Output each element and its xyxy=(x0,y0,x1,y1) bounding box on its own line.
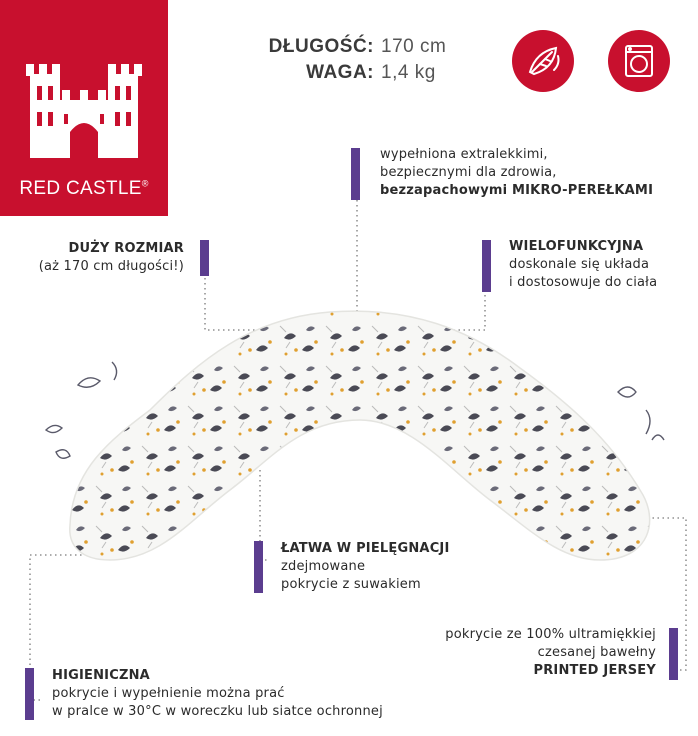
length-value: 170 cm xyxy=(381,36,447,57)
accent-bar xyxy=(254,541,263,593)
feature-multi: WIELOFUNKCYJNA doskonale się układa i dostosowuje do ciała xyxy=(509,239,658,290)
brand-name: RED CASTLE® xyxy=(19,178,149,199)
feature-hygiene: HIGIENICZNA pokrycie i wypełnienie można prać w pralce w 30°C w woreczku lub siatce ochronnej xyxy=(52,668,383,719)
accent-bar xyxy=(200,240,209,276)
feature-cotton: pokrycie ze 100% ultramiękkiej czesanej bawełny PRINTED JERSEY xyxy=(445,627,656,678)
weight-label: WAGA: xyxy=(306,62,374,83)
feature-filling: wypełniona extralekkimi, bezpiecznymi dla zdrowia, bezzapachowymi MIKRO-PEREŁKAMI xyxy=(380,147,654,198)
accent-bar xyxy=(25,668,34,720)
feature-care: ŁATWA W PIELĘGNACJI zdejmowane pokrycie z suwakiem xyxy=(281,541,450,592)
weight-value: 1,4 kg xyxy=(381,62,436,83)
length-label: DŁUGOŚĆ: xyxy=(268,36,374,57)
accent-bar xyxy=(351,148,360,200)
accent-bar xyxy=(482,240,491,292)
accent-bar xyxy=(669,628,678,680)
feature-size: DUŻY ROZMIAR (aż 170 cm długości!) xyxy=(38,241,184,274)
